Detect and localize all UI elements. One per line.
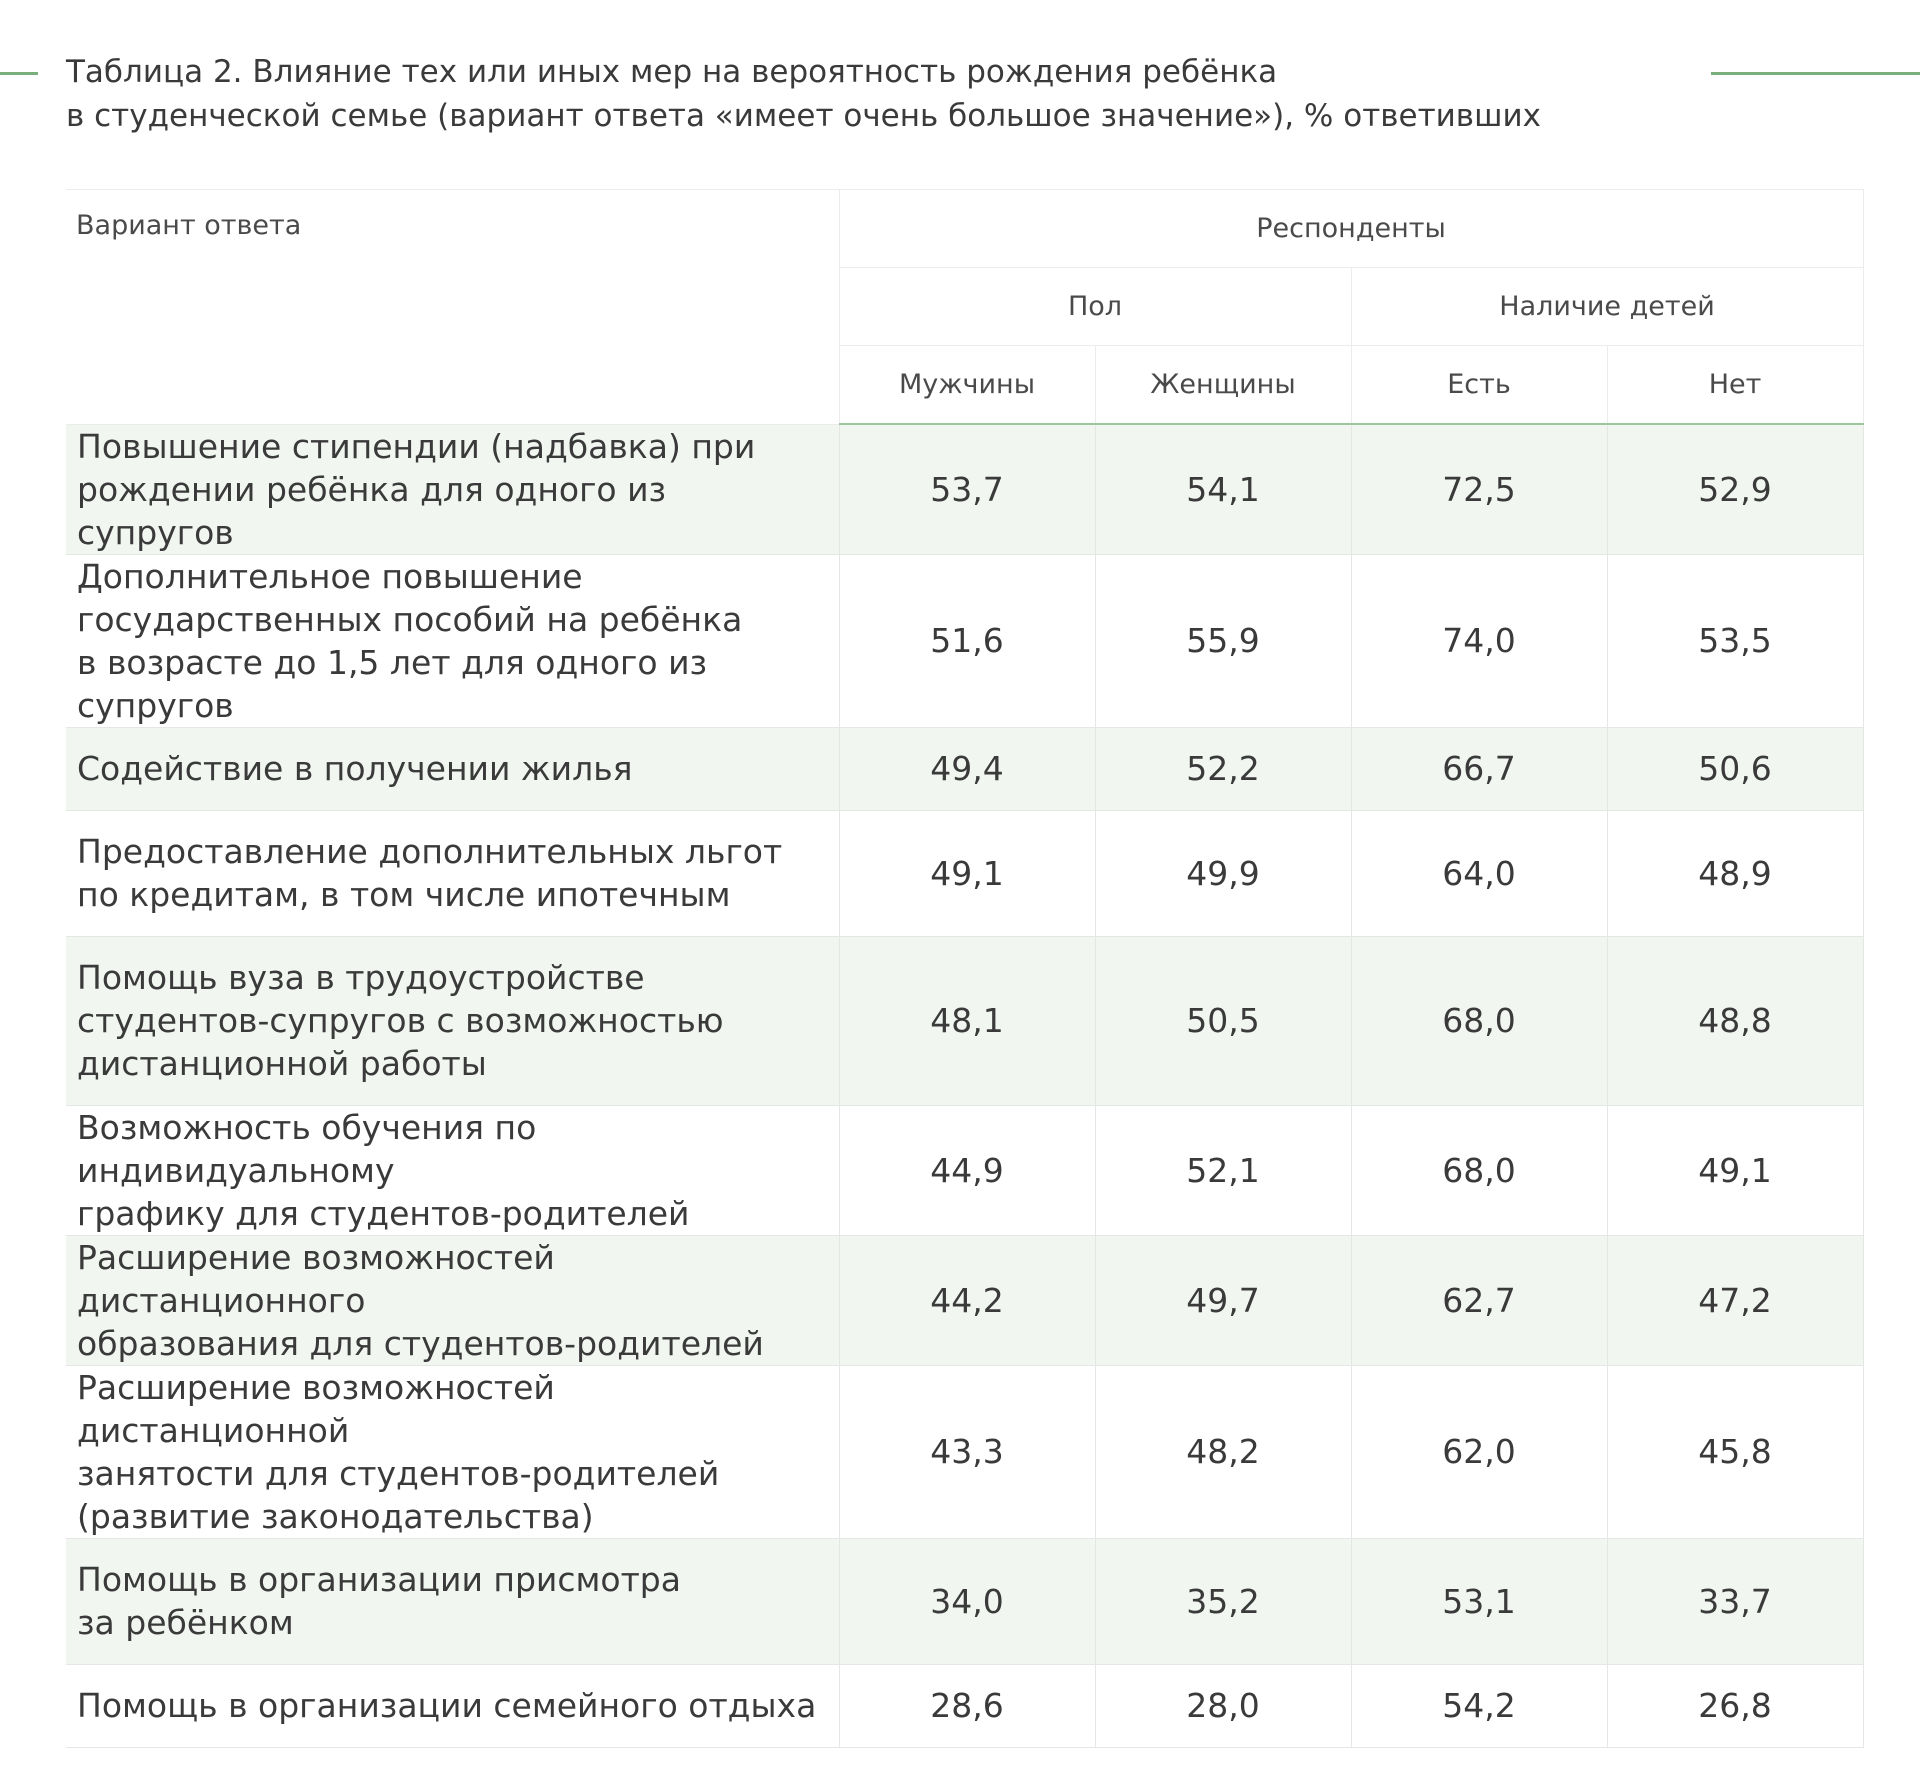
- cell-no-children: 48,8: [1607, 936, 1863, 1105]
- cell-no-children: 52,9: [1607, 424, 1863, 554]
- cell-has-children: 68,0: [1351, 936, 1607, 1105]
- table-row: [66, 1105, 1863, 1235]
- row-label: Содействие в получении жилья: [66, 727, 839, 810]
- header-women: Женщины: [1095, 346, 1351, 425]
- cell-women: 55,9: [1095, 554, 1351, 727]
- header-men: Мужчины: [839, 346, 1095, 425]
- header-has-children: Есть: [1351, 346, 1607, 425]
- row-label: Возможность обучения по индивидуальному графику для студентов-родителей: [66, 1105, 839, 1235]
- table-row: [66, 1365, 1863, 1538]
- cell-has-children: 64,0: [1351, 810, 1607, 936]
- row-label: Предоставление дополнительных льгот по кредитам, в том числе ипотечным: [66, 810, 839, 936]
- row-label: Повышение стипендии (надбавка) при рождении ребёнка для одного из супругов: [66, 424, 839, 554]
- cell-has-children: 53,1: [1351, 1538, 1607, 1664]
- table-row: [66, 727, 1863, 810]
- cell-has-children: 54,2: [1351, 1664, 1607, 1747]
- cell-men: 44,9: [839, 1105, 1095, 1235]
- header-answer-option: Вариант ответа: [66, 190, 839, 425]
- cell-men: 51,6: [839, 554, 1095, 727]
- decorative-line-left: [0, 72, 38, 75]
- row-label: Расширение возможностей дистанционной занятости для студентов-родителей (развитие законодательства): [66, 1365, 839, 1538]
- cell-no-children: 47,2: [1607, 1235, 1863, 1365]
- cell-has-children: 68,0: [1351, 1105, 1607, 1235]
- table-row: [66, 424, 1863, 554]
- row-label: Помощь в организации семейного отдыха: [66, 1664, 839, 1747]
- cell-has-children: 66,7: [1351, 727, 1607, 810]
- cell-men: 49,4: [839, 727, 1095, 810]
- cell-has-children: 62,0: [1351, 1365, 1607, 1538]
- cell-men: 44,2: [839, 1235, 1095, 1365]
- header-no-children: Нет: [1607, 346, 1863, 425]
- cell-no-children: 53,5: [1607, 554, 1863, 727]
- table-row: [66, 936, 1863, 1105]
- row-label: Помощь в организации присмотра за ребёнком: [66, 1538, 839, 1664]
- cell-men: 53,7: [839, 424, 1095, 554]
- cell-no-children: 26,8: [1607, 1664, 1863, 1747]
- cell-has-children: 72,5: [1351, 424, 1607, 554]
- cell-women: 52,2: [1095, 727, 1351, 810]
- cell-men: 49,1: [839, 810, 1095, 936]
- cell-men: 43,3: [839, 1365, 1095, 1538]
- cell-men: 48,1: [839, 936, 1095, 1105]
- header-group-children: Наличие детей: [1351, 268, 1863, 346]
- header-respondents: Респонденты: [839, 190, 1863, 268]
- cell-women: 35,2: [1095, 1538, 1351, 1664]
- table-row: [66, 1538, 1863, 1664]
- cell-men: 34,0: [839, 1538, 1095, 1664]
- cell-women: 50,5: [1095, 936, 1351, 1105]
- row-label: Расширение возможностей дистанционного образования для студентов-родителей: [66, 1235, 839, 1365]
- cell-has-children: 74,0: [1351, 554, 1607, 727]
- header-row-1: [66, 190, 1863, 268]
- table-row: [66, 1235, 1863, 1365]
- table-title-line-1: Таблица 2. Влияние тех или иных мер на вероятность рождения ребёнка: [66, 54, 1278, 90]
- cell-no-children: 33,7: [1607, 1538, 1863, 1664]
- cell-no-children: 50,6: [1607, 727, 1863, 810]
- table-row: [66, 1664, 1863, 1747]
- table-title-line-2: в студенческой семье (вариант ответа «имеет очень большое значение»), % ответивших: [66, 98, 1541, 134]
- survey-table: [66, 189, 1864, 1748]
- table-header: [66, 190, 1863, 425]
- cell-has-children: 62,7: [1351, 1235, 1607, 1365]
- cell-women: 49,9: [1095, 810, 1351, 936]
- cell-women: 48,2: [1095, 1365, 1351, 1538]
- table-title: [66, 50, 1626, 138]
- cell-no-children: 48,9: [1607, 810, 1863, 936]
- cell-women: 54,1: [1095, 424, 1351, 554]
- cell-men: 28,6: [839, 1664, 1095, 1747]
- table-row: [66, 810, 1863, 936]
- table-row: [66, 554, 1863, 727]
- cell-women: 52,1: [1095, 1105, 1351, 1235]
- decorative-line-right: [1711, 72, 1920, 75]
- row-label: Дополнительное повышение государственных пособий на ребёнка в возрасте до 1,5 лет для одного из супругов: [66, 554, 839, 727]
- cell-no-children: 45,8: [1607, 1365, 1863, 1538]
- row-label: Помощь вуза в трудоустройстве студентов-супругов с возможностью дистанционной работы: [66, 936, 839, 1105]
- header-group-gender: Пол: [839, 268, 1351, 346]
- cell-no-children: 49,1: [1607, 1105, 1863, 1235]
- table-body: [66, 424, 1863, 1747]
- cell-women: 49,7: [1095, 1235, 1351, 1365]
- cell-women: 28,0: [1095, 1664, 1351, 1747]
